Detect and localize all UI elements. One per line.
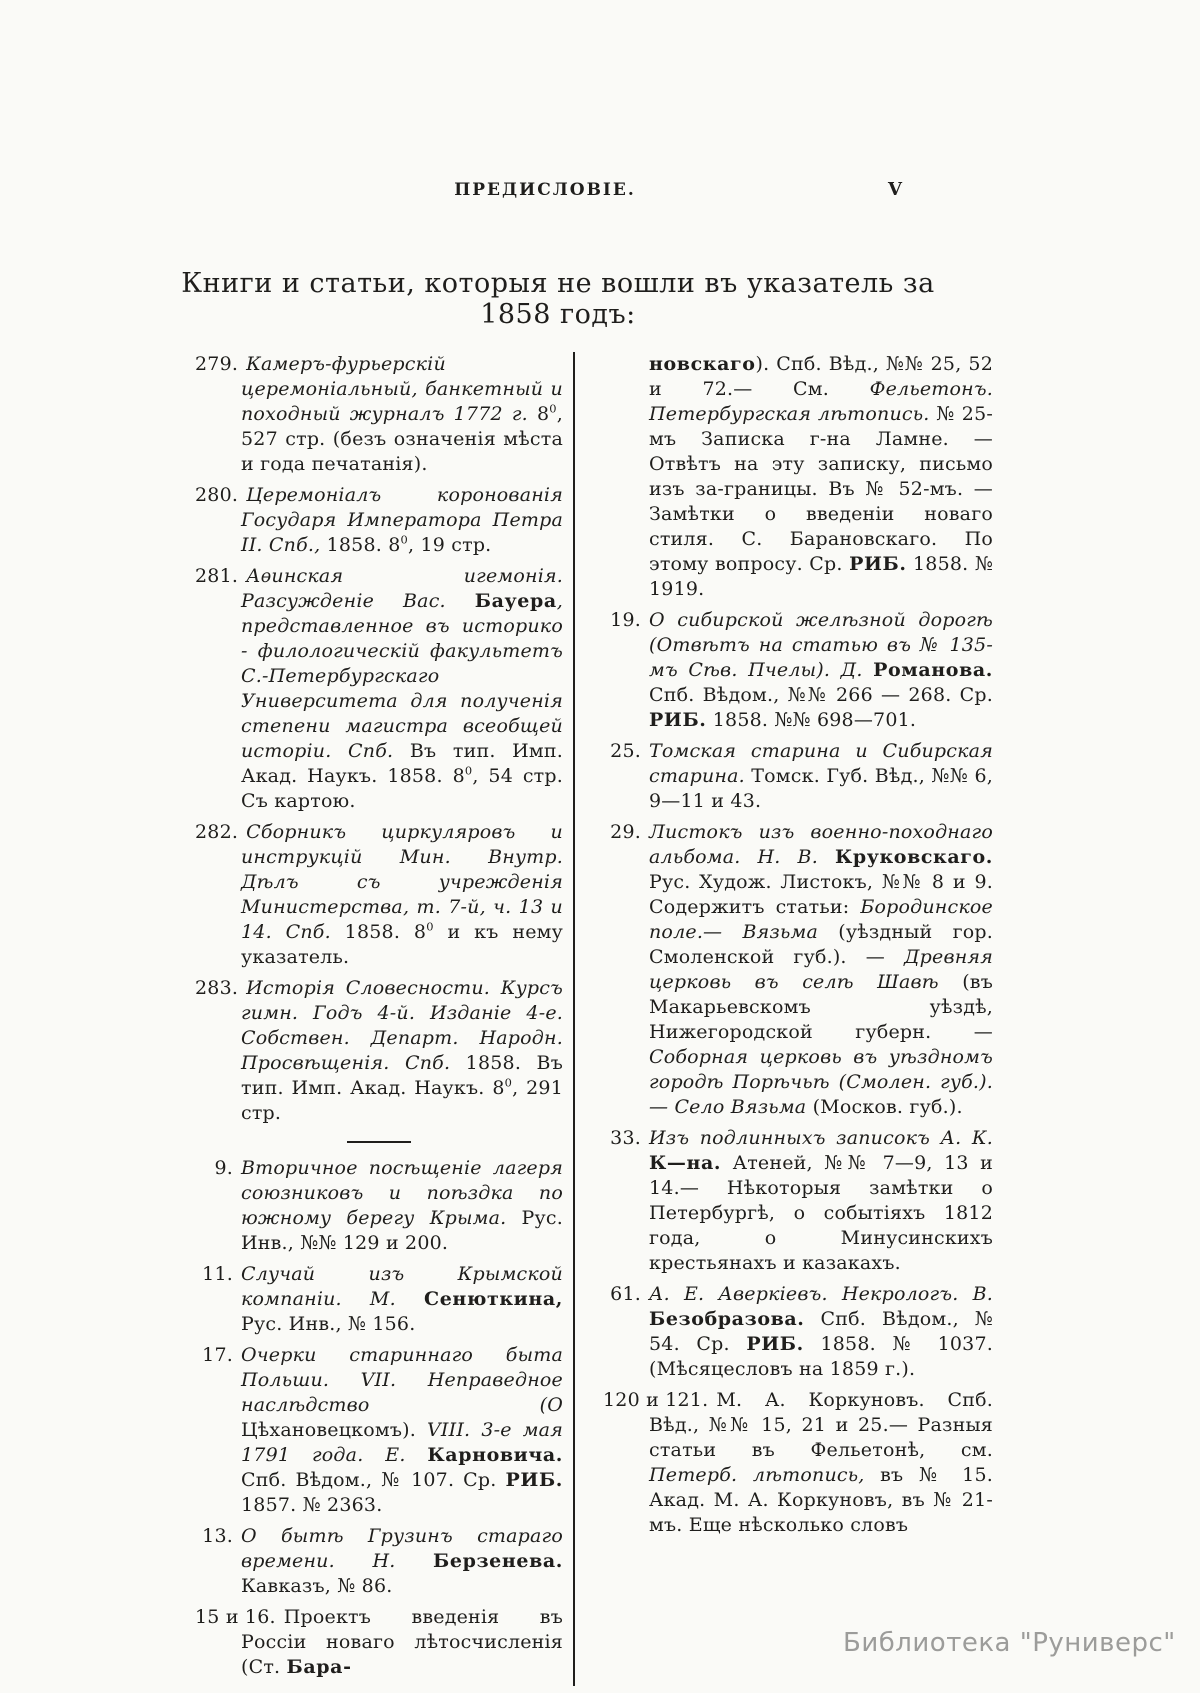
text-segment: Рус. Инв., № 156.: [241, 1313, 416, 1335]
text-segment: , 19 стр.: [407, 534, 492, 556]
text-segment: Въ тип. Имп. Акад. Наукъ. 1858. 8: [241, 740, 563, 787]
text-segment: 1858. № 1919.: [649, 553, 994, 600]
bib-entry: [195, 564, 563, 814]
text-segment: 8: [537, 403, 550, 425]
text-segment: О сибирской желѣзной дорогѣ (Отвѣтъ на статью въ № 135-мъ Сѣв. Пчелы). Д.: [649, 609, 993, 681]
watermark: Библиотека "Руниверс": [843, 1628, 1176, 1658]
entry-number: 29.: [610, 821, 641, 843]
entry-number: 61.: [610, 1283, 641, 1305]
entry-number: 11.: [202, 1263, 233, 1285]
text-segment: Бауера: [474, 590, 557, 612]
entry-number: 281.: [195, 565, 239, 587]
left-column: [195, 352, 575, 1686]
bib-entry: [603, 608, 993, 733]
bib-entry: [195, 976, 563, 1126]
running-header: ПРЕДИСЛОВІЕ.: [454, 180, 636, 200]
two-column-text-block: [195, 352, 993, 1686]
text-segment: , 527 стр. (безъ означенія мѣста и года печатанія).: [241, 403, 563, 475]
bib-entry: [195, 352, 563, 477]
entry-number: 33.: [610, 1127, 641, 1149]
text-segment: Спб. Вѣдом., № 107. Ср.: [241, 1469, 506, 1491]
text-segment: Цѣхановецкомъ).: [241, 1419, 428, 1441]
text-segment: Томская старина и Сибирская старина.: [649, 740, 993, 787]
text-segment: Рус. Инв., №№ 129 и 200.: [241, 1207, 563, 1254]
text-segment: Кавказъ, № 86.: [241, 1575, 393, 1597]
text-segment: Проектъ введенія въ Россіи новаго лѣтосчисленія (Ст.: [241, 1606, 563, 1678]
text-segment: Камеръ-фурьерскій церемоніальный, банкетный и походный журналъ 1772 г.: [241, 353, 563, 425]
text-segment: и къ нему указатель.: [241, 921, 563, 968]
text-segment: , 54 стр. Съ картою.: [241, 765, 563, 812]
text-segment: Листокъ изъ военно-походнаго альбома. Н. В.: [649, 821, 993, 868]
text-segment: Круковскаго.: [834, 846, 993, 868]
text-segment: Карновича.: [427, 1444, 563, 1466]
bib-entry: [603, 1388, 993, 1538]
entry-number: 17.: [202, 1344, 233, 1366]
entry-number: 282.: [195, 821, 239, 843]
text-segment: О бытѣ Грузинъ стараго времени. Н.: [241, 1525, 563, 1572]
bib-entry: [603, 820, 993, 1120]
text-segment: (Москов. губ.).: [812, 1096, 963, 1118]
text-segment: Романова.: [873, 659, 993, 681]
entry-number: 280.: [195, 484, 239, 506]
text-segment: (въ Макарьевскомъ уѣздѣ, Нижегородской губерн. —: [649, 971, 993, 1043]
text-segment: Берзенева.: [433, 1550, 563, 1572]
text-segment: Изъ подлинныхъ записокъ А. К.: [649, 1127, 993, 1149]
text-segment: Фельетонъ. Петербургская лѣтопись.: [649, 378, 993, 425]
text-segment: 0: [464, 763, 473, 778]
text-segment: Безобразова.: [649, 1308, 805, 1330]
text-segment: Томск. Губ. Вѣд., №№ 6, 9—11 и 43.: [649, 765, 993, 812]
text-segment: ). Спб. Вѣд., №№ 25, 52 и 72.— См.: [649, 353, 993, 400]
entry-number: 120 и 121.: [603, 1389, 709, 1411]
right-column: [575, 352, 993, 1544]
bib-entry: [195, 483, 563, 558]
entry-number: 279.: [195, 353, 239, 375]
bib-entry: [195, 1343, 563, 1518]
text-segment: Очерки стариннаго быта Польши. VII. Неправедное наслѣдство (О: [241, 1344, 563, 1416]
text-segment: К—на.: [649, 1152, 722, 1174]
bib-entry: [603, 739, 993, 814]
text-segment: РИБ.: [649, 709, 707, 731]
bib-entry: [195, 1524, 563, 1599]
text-segment: 0: [400, 532, 408, 547]
text-segment: № 25-мъ Записка г-на Ламне. — Отвѣтъ на эту записку, письмо изъ за-границы. Въ № 52-мъ. — Замѣтки о введеніи новаго стиля. С. Барановскаго. По этому вопросу. Ср.: [649, 403, 993, 575]
text-segment: въ № 15. Акад. М. А. Коркуновъ, въ № 21-мъ. Еще нѣсколько словъ: [649, 1464, 993, 1536]
bib-entry: [195, 1605, 563, 1680]
text-segment: 0: [504, 1075, 513, 1090]
text-segment: 1858. №№ 698—701.: [706, 709, 917, 731]
text-segment: 1858. Въ тип. Имп. Акад. Наукъ. 8: [241, 1052, 563, 1099]
text-segment: Исторія Словесности. Курсъ гимн. Годъ 4-й. Изданіе 4-е. Собствен. Департ. Народн. Просвѣщенія. Спб.: [241, 977, 563, 1074]
text-segment: 1858. № 1037. (Мѣсяцесловъ на 1859 г.).: [649, 1333, 993, 1380]
bib-entry: [195, 820, 563, 970]
text-segment: , 291 стр.: [241, 1077, 563, 1124]
text-segment: Аѳинская игемонія. Разсужденіе Вас.: [241, 565, 563, 612]
text-segment: 0: [549, 401, 557, 416]
text-segment: Сборникъ циркуляровъ и инструкцій Мин. Внутр. Дѣлъ съ учрежденія Министерства, т. 7-й, ч. 13 и 14. Спб.: [241, 821, 563, 943]
section-title: Книги и статьи, которыя не вошли въ указатель за 1858 годъ:: [181, 268, 935, 330]
bib-entry: [603, 1126, 993, 1276]
text-segment: М. А. Коркуновъ. Спб. Вѣд., №№ 15, 21 и 25.— Разныя статьи въ Фельетонѣ, см.: [649, 1389, 993, 1461]
text-segment: Древняя церковь въ селѣ Шавѣ: [649, 946, 993, 993]
section-divider-rule: [347, 1141, 411, 1143]
text-segment: Вторичное посѣщеніе лагеря союзниковъ и поѣздка по южному берегу Крыма.: [241, 1157, 563, 1229]
entry-number: 19.: [610, 609, 641, 631]
text-segment: 1858. 8: [326, 534, 401, 556]
text-segment: РИБ.: [505, 1469, 563, 1491]
text-segment: 1857. № 2363.: [241, 1494, 383, 1516]
entry-number: 13.: [202, 1525, 233, 1547]
text-segment: VIII. 3-е мая 1791 года. Е.: [241, 1419, 563, 1466]
text-segment: Случай изъ Крымской компаніи. М.: [241, 1263, 563, 1310]
text-segment: Церемоніалъ коронованія Государя Императора Петра II. Спб.,: [241, 484, 563, 556]
text-segment: Рус. Худож. Листокъ, №№ 8 и 9. Содержитъ статьи:: [649, 871, 993, 918]
text-segment: А. Е. Аверкіевъ. Некрологъ. В.: [649, 1283, 993, 1305]
text-segment: новскаго: [649, 353, 756, 375]
text-segment: Петерб. лѣтопись,: [649, 1464, 881, 1486]
text-segment: РИБ.: [746, 1333, 804, 1355]
text-segment: 0: [426, 919, 434, 934]
bib-entry: [195, 1156, 563, 1256]
text-segment: Бородинское поле.— Вязьма: [649, 896, 993, 943]
bib-entry: [603, 1282, 993, 1382]
text-segment: 1858. 8: [344, 921, 427, 943]
text-segment: РИБ.: [849, 553, 907, 575]
text-segment: Соборная церковь въ уѣздномъ городѣ Порѣчьѣ (Смолен. губ.).— Село Вязьма: [649, 1046, 993, 1118]
bib-entry-continuation: [603, 352, 993, 602]
bib-entry: [195, 1262, 563, 1337]
entry-number: 25.: [610, 740, 641, 762]
text-segment: Спб. Вѣдом., №№ 266 — 268. Ср.: [649, 684, 993, 706]
text-segment: Спб. Вѣдом., № 54. Ср.: [649, 1308, 993, 1355]
page-number: V: [888, 179, 903, 200]
text-segment: Сенюткина,: [423, 1288, 563, 1310]
text-segment: , представленное въ историко - филологическій факультетъ С.-Петербургскаго Университета для полученія степени магистра всеобщей исторіи. Спб.: [241, 590, 563, 762]
entry-number: 15 и 16.: [195, 1606, 276, 1628]
text-segment: Бара-: [286, 1656, 352, 1678]
text-segment: (уѣздный гор. Смоленской губ.). —: [649, 921, 993, 968]
entry-number: 9.: [214, 1157, 233, 1179]
text-segment: Атеней, №№ 7—9, 13 и 14.— Нѣкоторыя замѣтки о Петербургѣ, о событіяхъ 1812 года, о Минусинскихъ крестьянахъ и казакахъ.: [649, 1152, 993, 1274]
entry-number: 283.: [195, 977, 239, 999]
